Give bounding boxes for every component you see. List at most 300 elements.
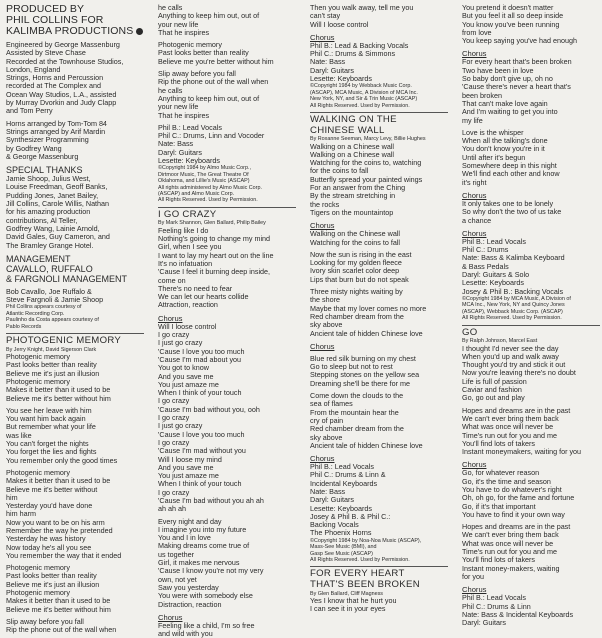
lyric-line [462,179,602,187]
lyric-line-text: Lips that burn but do not speak [310,274,409,284]
song-title-text: PHOTOGENIC MEMORY [6,335,122,347]
lyric-line-text: Strings arranged by Arif Mardin [6,126,106,136]
lyric-line-text: Watching for the coins to, watching [310,158,422,168]
lyric-line-text: Phil B.: Lead & Backing Vocals [310,40,409,50]
lyric-line-text: Nate: Bass [158,139,194,149]
lyric-line-text: Engineered by George Massenburg [6,40,120,49]
lyric-line-text: Believe me it's better without [6,484,98,494]
lyric-line-text: You keep saying you've had enough [462,36,578,46]
lyric-line-text: Anything to keep him out, out of [158,93,260,103]
copyright-line-text: All Rights Reserved. Used by Permission. [158,197,258,204]
copyright-line-text: ©Copyright 1984 by Noa-Noa Music (ASCAP), [310,537,422,544]
lyric-line [310,330,450,338]
column-chinese-wall [310,4,450,614]
lyric-line-text: Distraction, reaction [158,599,222,609]
song-title-text: GO [462,326,478,338]
lyric-line-text: I can see it in your eyes [310,604,386,614]
lyric-line-text: Time's run out for you and me [462,547,557,557]
lyric-line-text: Believe me it's just an illusion [6,368,100,378]
copyright-line-text: By Glen Ballard, Cliff Magness [310,590,384,597]
lyric-line-text: Lesette: Keyboards [462,278,524,288]
lyric-line [462,394,602,402]
lyric-line-text: Photogenic memory [6,563,70,573]
lyric-line-text: 'Cause I'm bad without you, ooh [158,404,260,414]
lyric-line-text: Godfrey Wang, Lainie Arnold, [6,223,100,233]
song-title [6,336,146,347]
lyric-line-text: Caviar and fashion [462,385,522,395]
lyric-line-text: What was once will never be [462,538,554,548]
song-title [310,580,450,591]
lyric-line-text: Phil B.: Lead Vocals [462,593,526,603]
lyric-line-text: Believe me you're better without him [158,56,274,66]
lyric-line-text: 'Cause I love you too much [158,429,245,439]
lyric-line-text: I go crazy [158,413,190,423]
lyric-line-text: Come down the clouds to the [310,391,404,401]
chorus-label-text: Chorus [462,585,487,595]
copyright-line-text: (ASCAP), Webback Music Corp. (ASCAP) [462,308,563,315]
lyric-line-text: David Gales, Guy Cameron, and [6,232,110,242]
lyric-line-text: us together [158,549,194,559]
lyric-line-text: Recorded at the Townhouse Studios, [6,56,124,66]
lyric-line-text: Phil C.: Drums & Linn & [310,470,386,480]
lyric-line-text: You have to find it your own way [462,509,565,519]
lyric-line [6,626,146,634]
lyric-line-text: Saw you yesterday [158,582,219,592]
section-heading-text: CAVALLO, RUFFALO [6,263,93,274]
lyric-line-text: Phil C.: Drums, Linn and Vocoder [158,131,265,141]
lyric-line-text: Nothing's going to change my mind [158,234,271,244]
lyric-line-text: 'Cause I'm mad without you [158,446,246,456]
lyric-line-text: Girl, it makes me nervous [158,558,240,568]
lyric-line [462,217,602,225]
lyric-line-text: Watching for the coins to fall [310,237,401,247]
lyric-line-text: I go crazy [158,437,190,447]
lyric-line-text: can't stay [310,11,341,21]
lyric-line [462,117,602,125]
lyric-line-text: ah ah ah [158,504,186,514]
chorus-label-text: Chorus [462,228,487,238]
lyric-line-text: You want him back again [6,414,86,424]
lyric-line-text: Looking for my golden fleece [310,258,402,268]
copyright-line-text: Mass-See Music (BMI), and [310,544,377,551]
copyright-line-text: Dirtmoor Music, The Great Theatre Of [158,171,249,178]
lyric-line-text: the shore [310,295,340,305]
lyric-line-text: 'Cause I feel it burning deep inside, [158,267,271,277]
copyright-line-text: All Rights Reserved. Used by Permission. [310,102,410,109]
lyric-line-text: Feeling like I do [158,225,209,235]
lyric-line-text: Girl, when I see you [158,242,222,252]
lyric-line-text: You and I in love [158,533,211,543]
lyric-line-text: Now you want to be on his arm [6,517,105,527]
lyric-line [158,301,298,309]
column-go [462,4,602,627]
lyric-line [158,58,298,66]
lyric-line [158,29,298,37]
lyric-line-text: The Phoenix Horns [310,528,372,538]
lyric-line-text: That he inspires [158,110,210,120]
column-i-go-crazy [158,4,298,638]
lyric-line-text: But remember what your life [6,422,96,432]
section-heading [6,264,146,274]
lyric-line-text: You remember only the good times [6,455,118,465]
lyric-line-text: When you'd up and walk away [462,351,559,361]
lyric-line-text: Slip away before you fall [158,69,236,79]
lyric-line [310,209,450,217]
lyric-line-text: him [6,492,18,502]
lyric-line-text: For an answer from the Ching [310,183,406,193]
lyric-line-text: Feeling like a child, I'm so free [158,620,255,630]
lyric-line-text: Instant money-makers, waiting [462,563,560,573]
lyric-line-text: Slip away before you fall [6,616,84,626]
song-title-text: THAT'S BEEN BROKEN [310,578,420,590]
lyric-line-text: Jamie Shoop, Julius West, [6,174,91,184]
lyric-line-text: It's no infatuation [158,258,213,268]
lyric-line-text: he calls [158,85,183,95]
lyric-line-text: Walking on a Chinese wall [310,141,395,151]
lyric-line-text: You got to know [158,363,209,373]
lyric-line-text: By the stream stretching in [310,191,396,201]
lyric-line [158,505,298,513]
copyright-line-text: All rights administered by Almo Music Corp. [158,184,262,191]
lyric-line-text: Believe me it's better without him [6,393,111,403]
lyric-line-text: & George Massenburg [6,151,79,161]
lyric-line-text: Steve Fargnoli & Jamie Shoop [6,295,104,305]
lyric-line-text: Past looks better than reality [6,360,97,370]
lyric-line [462,619,602,627]
lyric-line-text: 'Cause I'm bad without you ah ah [158,495,264,505]
lyric-line-text: What was once will never be [462,422,554,432]
copyright-line-text: Atlantic Recording Corp. [6,310,65,317]
lyric-line-text: 'Cause I love you too much [158,346,245,356]
lyric-line-text: Will I loose control [310,19,369,29]
lyric-line-text: Past looks better than reality [6,571,97,581]
song-title-text: I GO CRAZY [158,208,217,220]
lyric-line-text: Daryl: Guitars & Solo [462,270,530,280]
copyright-line [6,324,146,330]
copyright-line [462,315,602,321]
lyric-line-text: Maybe that my lover comes no more [310,303,427,313]
lyric-line-text: by Godfrey Wang [6,143,62,153]
lyric-line-text: Phil B.: Lead Vocals [158,122,222,132]
lyric-line-text: For every heart that's been broken [462,57,572,67]
lyric-line-text: my life [462,115,483,125]
lyric-line-text: London, England [6,64,61,74]
lyric-line-text: I go crazy [158,396,190,406]
lyric-line-text: Josey & Phil B. & Phil C.: [310,511,391,521]
lyric-line-text: Ancient tale of hidden Chinese love [310,328,423,338]
lyric-line-text: for his amazing production [6,207,91,217]
lyric-line [310,276,450,284]
chorus-label-text: Chorus [462,460,487,470]
lyric-line-text: Until after it's begun [462,152,526,162]
copyright-line-text: All Rights Reserved. Used by Permission. [462,315,562,322]
lyric-line-text: Assisted by Steve Chase [6,48,86,58]
lyric-line-text: Go, for whatever reason [462,468,540,478]
lyric-line-text: Bob Cavallo, Joe Ruffalo & [6,286,92,296]
copyright-line-text: ©Copyright 1984 by Webback Music Corp. [310,83,412,90]
lyric-line-text: So why don't the two of us take [462,207,562,217]
lyric-line-text: Yesterday he was history [6,534,86,544]
lyric-line-text: own, not yet [158,574,197,584]
lyric-line-text: Makes it better than it used to be [6,596,111,606]
copyright-line-text: ©Copyright 1984 by MCA Music, A Division of [462,295,571,302]
lyric-line-text: Ocean Way Studios, L.A., assisted [6,89,117,99]
copyright-line [310,557,450,563]
lyric-line-text: Rip the phone out of the wall when [6,625,117,635]
lyric-line [158,601,298,609]
lyric-line-text: cry of pain [310,415,344,425]
lyric-line-text: the rocks [310,199,340,209]
lyric-line [462,511,602,519]
lyric-line-text: it's right [462,177,487,187]
chorus-label-text: Chorus [310,341,335,351]
lyric-line [462,108,602,116]
lyric-line-text: Thought you'd try and stick it out [462,360,566,370]
lyric-line-text: Synthesizer Programming [6,135,89,145]
lyric-line-text: Yes I know that he hurt you [310,595,397,605]
section-heading-text: MANAGEMENT [6,253,71,264]
lyric-line-text: Somewhere deep in this night [462,161,557,171]
lyric-line-text: Daryl: Guitars [462,618,506,628]
lyric-line [6,457,146,465]
copyright-line-text: New York, NY, and Sir & Trin Music (ASCAP) [310,96,418,103]
kalimba-logo-icon [136,28,143,35]
lyric-line-text: & Bass Pedals [462,261,509,271]
copyright-line-text: MCA Inc., New York, NY and Quincy Jones [462,302,565,309]
lyric-line-text: Go to sleep but not to rest [310,362,393,372]
lyric-line-text: You just amaze me [158,471,219,481]
lyric-line-text: You'll find lots of takers [462,555,536,565]
lyric-line-text: We can't ever bring them back [462,413,559,423]
lyric-line-text: Rip the phone out of the wall when [158,77,269,87]
lyric-line [462,573,602,581]
copyright-line-text: (ASCAP) and Almo Music Corp. [158,190,235,197]
lyric-line [6,153,146,161]
lyric-line-text: And you save me [158,462,214,472]
chorus-label-text: Chorus [310,221,335,231]
lyric-line-text: I go crazy [158,487,190,497]
producer-heading-text: KALIMBA PRODUCTIONS [6,25,134,37]
lyric-line-text: Will I loose control [158,321,217,331]
lyric-line-text: Phil B.: Lead Vocals [462,236,526,246]
lyric-line-text: and wild with you [158,629,213,638]
lyric-line-text: You pretend it doesn't matter [462,3,554,12]
lyric-line-text: Attraction, reaction [158,300,218,310]
column-credits [6,4,146,635]
copyright-line-text: ©Copyright 1984 by Almo Music Corp., [158,165,251,172]
lyric-line-text: I thought I'd never see the day [462,343,559,353]
lyric-line-text: We can't ever bring them back [462,530,559,540]
lyric-line-text: Dreaming she'll be there for me [310,378,411,388]
song-title-text: WALKING ON THE [310,114,397,125]
lyric-line-text: You don't know you're in it [462,144,545,154]
copyright-line-text: By Roxanne Seeman, Marcy Levy, Billie Hughes [310,136,426,143]
lyric-line-text: Go, it's the time and season [462,476,551,486]
chorus-label-text: Chorus [158,313,183,323]
lyric-line-text: I just go crazy [158,338,203,348]
lyric-line-text: sea of flames [310,399,353,409]
lyric-line-text: You can't forget the nights [6,439,89,449]
copyright-line-text: (ASCAP), MCA Music, A Division of MCA Inc. [310,89,418,96]
lyric-line-text: sky above [310,320,343,330]
lyric-line-text: recorded at The Complex and [6,81,101,91]
lyric-line-text: Yesterday you'd have done [6,501,93,511]
lyric-line-text: was like [6,430,32,440]
lyric-line-text: Three misty nights waiting by [310,287,403,297]
lyric-line [6,107,146,115]
copyright-line-text: By Jerry Knight, David Sigerson Clark [6,346,97,353]
copyright-line-text: Paulinho da Costa appears courtesy of [6,317,99,324]
lyric-line [158,112,298,120]
lyric-line-text: 'Cause I know you're not my very [158,566,264,576]
copyright-line-text: All Rights Reserved. Used by Permission. [310,556,410,563]
section-heading [6,254,146,264]
lyric-line-text: Hopes and dreams are in the past [462,522,571,532]
lyric-line-text: Walking on a Chinese wall [310,149,395,159]
lyric-line-text: Past looks better than reality [158,48,249,58]
lyric-line-text: Daryl: Guitars [158,147,202,157]
lyric-line-text: And I'm waiting to get you into [462,107,558,117]
lyric-line-text: Believe me it's just an illusion [6,579,100,589]
chorus-label-text: Chorus [462,190,487,200]
lyric-line-text: Backing Vocals [310,520,359,530]
lyric-line-text: You know you've been running [462,19,560,29]
lyric-line-text: I want to lay my heart out on the line [158,250,274,260]
song-title [158,210,298,221]
lyric-line-text: We'll find each other and know [462,169,560,179]
lyric-line-text: There's no need to fear [158,283,233,293]
lyric-line-text: by Murray Dvorkin and Judy Clapp [6,98,117,108]
lyric-line-text: Will I loose my mind [158,454,222,464]
song-title [462,328,602,339]
lyric-line [6,552,146,560]
lyric-line-text: Stepping stones on the yellow sea [310,370,420,380]
lyric-line-text: Now you're leaving there's no doubt [462,368,576,378]
producer-heading-text: PRODUCED BY [6,3,85,15]
lyric-line-text: Time's run out for you and me [462,430,557,440]
divider [6,333,144,334]
lyric-line-text: When all the talking's done [462,136,548,146]
lyric-line-text: Instant moneymakers, waiting for you [462,447,582,457]
lyric-line-text: Daryl: Guitars [310,495,354,505]
song-title [310,126,450,137]
lyric-line-text: Every night and day [158,516,222,526]
chorus-label-text: Chorus [310,32,335,42]
lyric-line-text: Blue red silk burning on my chest [310,353,416,363]
song-title-text: FOR EVERY HEART [310,568,405,580]
copyright-line-text: Pablo Records [6,323,42,330]
lyric-line-text: We can let our hearts collide [158,292,249,302]
lyric-line-text: Now today he's all you see [6,542,92,552]
lyric-line-text: You just amaze me [158,379,219,389]
lyric-line [310,239,450,247]
lyric-line-text: Oh, oh go, for the fame and fortune [462,493,575,503]
lyric-line [158,630,298,638]
lyric-line-text: When I think of your touch [158,479,242,489]
lyric-line-text: You remember the way that it ended [6,550,122,560]
lyric-line-text: 'Cause there's never a heart that's [462,82,571,92]
lyric-line-text: sky above [310,432,343,442]
lyric-line [310,529,450,537]
lyric-line-text: That can't make love again [462,98,548,108]
lyric-line-text: Go, go out and play [462,393,525,403]
lyric-line-text: Phil C.: Drums & Simmons [310,49,396,59]
chorus-label-text: Chorus [158,612,183,622]
lyric-line-text: I go crazy [158,330,190,340]
lyric-line-text: Strings, Horns and Percussion [6,73,104,83]
section-heading-text: SPECIAL THANKS [6,165,83,176]
lyric-line-text: 'Cause I'm mad about you [158,354,242,364]
lyric-line-text: Makes it better than it used to be [6,385,111,395]
lyric-line-text: Then you walk away, tell me you [310,3,414,12]
chorus-label-text: Chorus [462,49,487,59]
lyric-line-text: Making dreams come true of [158,541,250,551]
lyric-line-text: Pudding Jones, Janet Bailey, [6,190,99,200]
lyric-line [462,448,602,456]
lyric-line-text: Red chamber dream from the [310,424,404,434]
lyric-line-text: Daryl: Guitars [310,65,354,75]
lyric-line-text: him harm [6,509,36,519]
lyric-line-text: contributions, Al Teller, [6,215,78,225]
lyric-line [6,296,146,304]
section-heading-text: & FARGNOLI MANAGEMENT [6,273,128,284]
lyric-line-text: Nate: Bass [310,57,346,67]
lyric-line-text: Josey & Phil B.: Backing Vocals [462,286,564,296]
producer-heading [6,26,146,37]
lyric-line-text: Tigers on the mountaintop [310,207,394,217]
lyric-line-text: Walking on the Chinese wall [310,229,401,239]
lyric-line-text: Phil C.: Drums [462,245,509,255]
copyright-line-text: Gasp See Music (ASCAP) [310,550,373,557]
lyric-line-text: your new life [158,102,199,112]
lyric-line-text: Nate: Bass [310,486,346,496]
lyric-line-text: That he inspires [158,27,210,37]
section-heading [6,274,146,284]
lyric-line-text: Go, if it's that important [462,501,536,511]
lyric-line-text: I just go crazy [158,421,203,431]
lyric-line-text: Incidental Keyboards [310,478,378,488]
lyric-line-text: Photogenic memory [6,352,70,362]
lyric-line [310,21,450,29]
lyric-line-text: Hopes and dreams are in the past [462,405,571,415]
lyric-line-text: for you [462,571,484,581]
lyric-line [310,442,450,450]
lyric-line-text: You'll find lots of takers [462,438,536,448]
lyric-line-text: Phil B.: Lead Vocals [310,462,374,472]
copyright-line-text: Oklahoma, and Lillie's Music (ASCAP) [158,178,250,185]
lyric-line [6,242,146,250]
lyric-line-text: a chance [462,215,492,225]
lyric-line-text: Nate: Bass & Incidental Keyboards [462,609,574,619]
lyric-line-text: Ancient tale of hidden Chinese love [310,440,423,450]
lyric-line-text: Phil C.: Drums & Linn [462,601,531,611]
lyric-line-text: Nate: Bass & Kalimba Keyboard [462,253,565,263]
divider [462,325,600,326]
lyric-line-text: When I think of your touch [158,388,242,398]
lyric-line-text: The Bramley Grange Hotel. [6,240,94,250]
copyright-line-text: By Mark Shannon, Glen Ballard, Philip Bailey [158,220,266,227]
lyric-line-text: Makes it better than it used to be [6,476,111,486]
lyric-line-text: Ivory skin scarlet color deep [310,266,400,276]
lyric-line-text: from love [462,27,492,37]
lyric-line-text: Life is full of passion [462,376,527,386]
lyric-line-text: You forget the lies and fights [6,447,97,457]
copyright-line [310,103,450,109]
lyric-line-text: You see her leave with him [6,405,92,415]
lyric-line-text: Lesette: Keyboards [158,156,220,166]
lyric-line [6,606,146,614]
lyric-line [462,288,602,296]
